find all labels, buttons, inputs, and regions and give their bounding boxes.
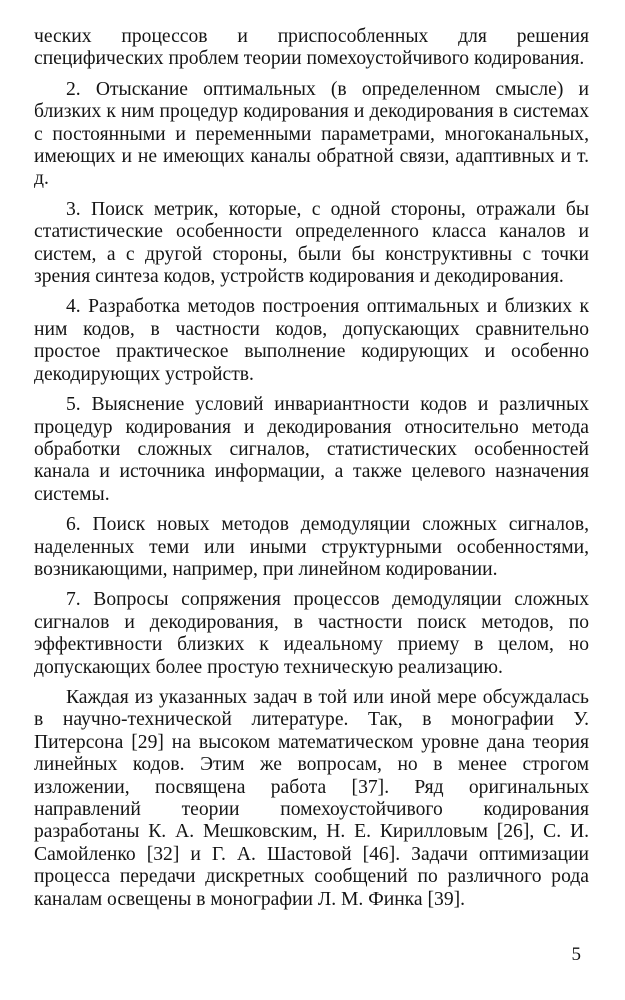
paragraph-literature-review: Каждая из указанных задач в той или иной мере обсуждалась в научно-технической литературе. Так, в монографии У. Питерсона [29] на высоком математическом уровне дана теория линейных кодов. Этим же вопросам, но в менее строгом изложении, посвящена работа [37]. Ряд оригинальных направлений теории помехоустойчивого кодирования разработаны К. А. Мешковским, Н. Е. Кирилловым [26], С. И. Самойленко [32] и Г. А. Шастовой [46]. Задачи оптимизации процесса передачи дискретных сообщений по различного рода каналам освещены в монографии Л. М. Финка [39]. (34, 686, 589, 910)
paragraph-continuation: ческих процессов и приспособленных для решения специфических проблем теории помехоустойчивого кодирования. (34, 26, 589, 70)
paragraph-item-3: 3. Поиск метрик, которые, с одной стороны, отражали бы статистические особенности определенного класса каналов и систем, а с другой стороны, были бы конструктивны с точки зрения синтеза кодов, устройств кодирования и декодирования. (34, 198, 589, 288)
page-number: 5 (571, 944, 581, 965)
paragraph-item-4: 4. Разработка методов построения оптимальных и близких к ним кодов, в частности кодов, допускающих сравнительно простое практическое выполнение кодирующих и особенно декодирующих устройств. (34, 296, 589, 385)
paragraph-item-7: 7. Вопросы сопряжения процессов демодуляции сложных сигналов и декодирования, в частности поиск методов, по эффективности близких к идеальному приему в целом, но допускающих более простую техническую реализацию. (34, 589, 589, 678)
paragraph-item-2: 2. Отыскание оптимальных (в определенном смысле) и близких к ним процедур кодирования и декодирования в системах с постоянными и переменными параметрами, многоканальных, имеющих и не имеющих каналы обратной связи, адаптивных и т. д. (34, 78, 589, 190)
paragraph-item-6: 6. Поиск новых методов демодуляции сложных сигналов, наделенных теми или иными структурными особенностями, возникающими, например, при линейном кодировании. (34, 514, 589, 580)
page-text (34, 26, 589, 919)
paragraph-item-5: 5. Выяснение условий инвариантности кодов и различных процедур кодирования и декодирования относительно метода обработки сложных сигналов, статистических особенностей канала и источника информации, а также целевого назначения системы. (34, 394, 589, 505)
